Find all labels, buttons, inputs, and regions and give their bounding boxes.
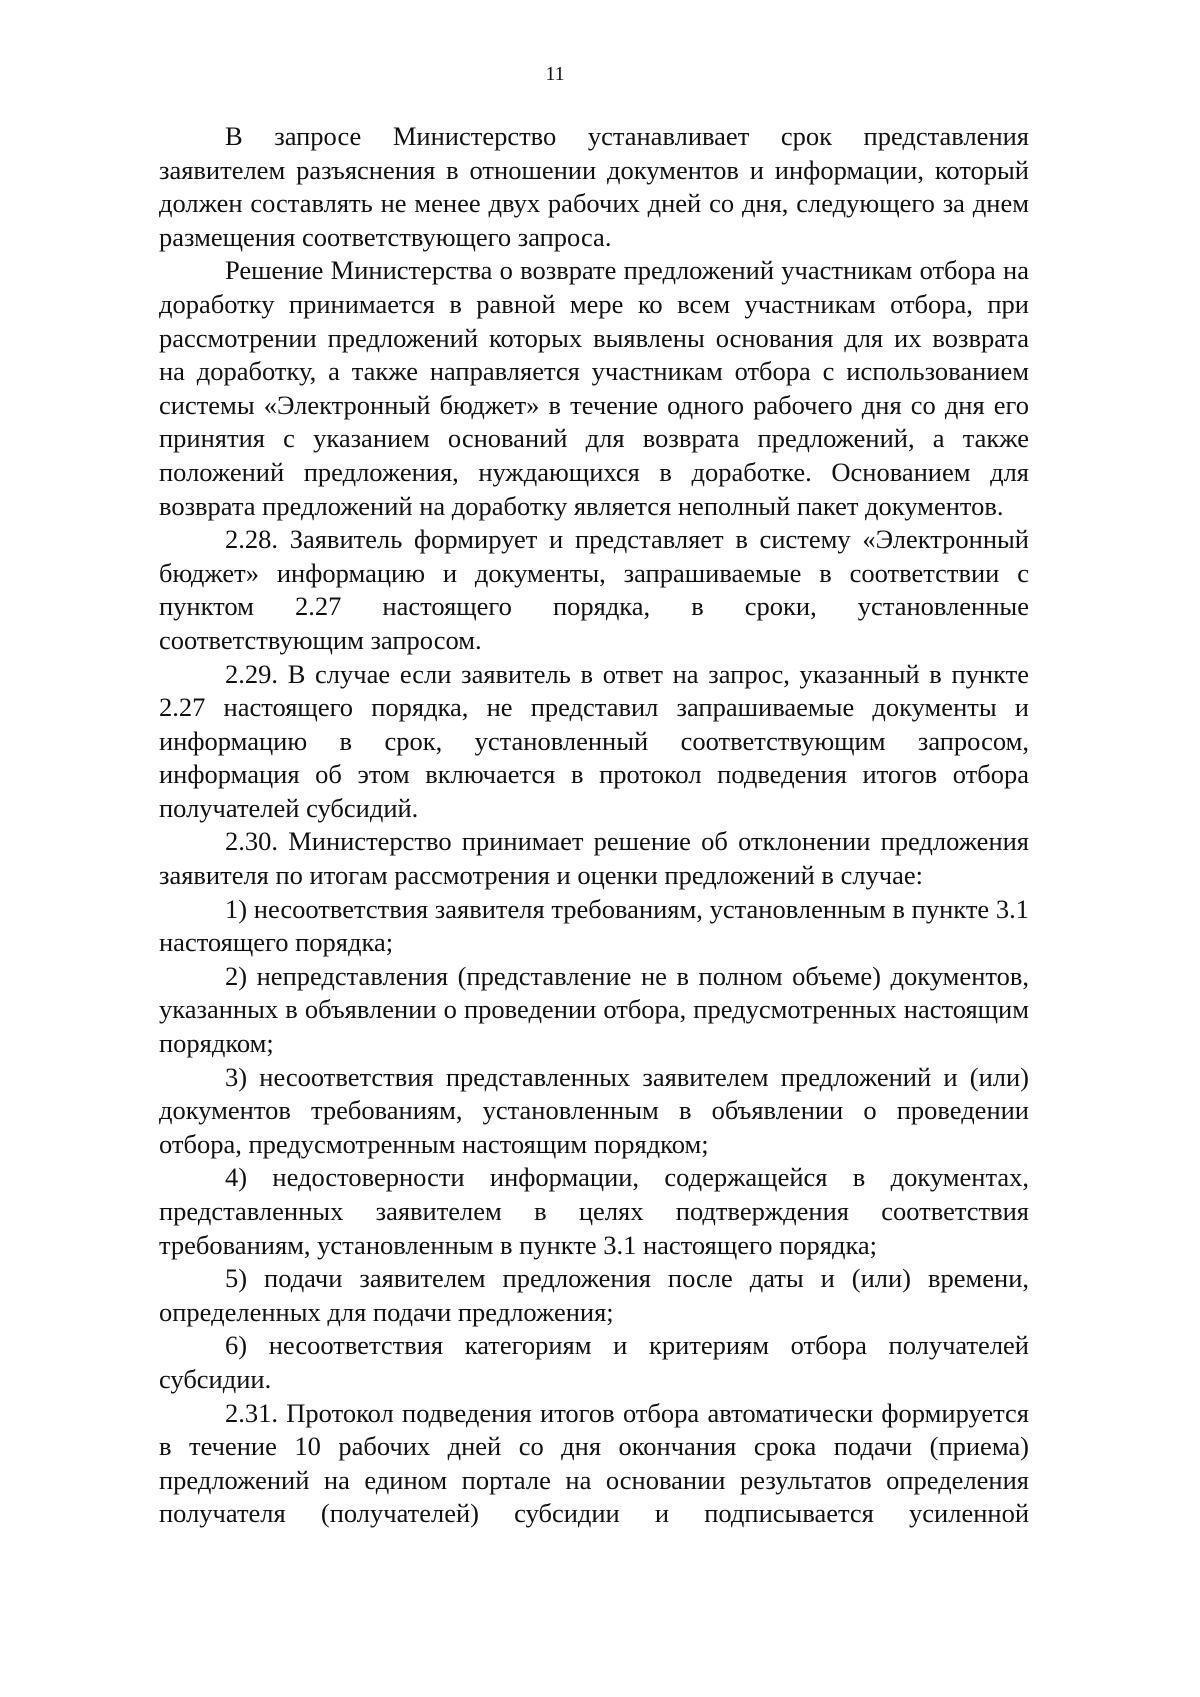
list-item-5: 5) подачи заявителем предложения после даты и (или) времени, определенных для подачи предложения; xyxy=(159,1263,1029,1327)
paragraph-request-deadline: В запросе Министерство устанавливает срок представления заявителем разъяснения в отношении документов и информации, который должен составлять не менее двух рабочих дней со дня, следующего за днем размещения соответствующего запроса. xyxy=(159,121,1029,252)
paragraph-2-28: 2.28. Заявитель формирует и представляет в систему «Электронный бюджет» информацию и документы, запрашиваемые в соответствии с пунктом 2.27 настоящего порядка, в сроки, установленные соответствующим запросом. xyxy=(159,524,1029,655)
paragraph-2-29: 2.29. В случае если заявитель в ответ на запрос, указанный в пункте 2.27 настоящего порядка, не представил запрашиваемые документы и информацию в срок, установленный соответствующим запросом, информация об этом включается в протокол подведения итогов отбора получателей субсидий. xyxy=(159,658,1029,823)
page-number: 11 xyxy=(545,63,565,85)
document-body xyxy=(159,120,1029,1531)
paragraph-return-decision: Решение Министерства о возврате предложений участникам отбора на доработку принимается в равной мере ко всем участникам отбора, при рассмотрении предложений которых выявлены основания для их возврата на доработку, а также направляется участникам отбора с использованием системы «Электронный бюджет» в течение одного рабочего дня со дня его принятия с указанием оснований для возврата предложений, а также положений предложения, нуждающихся в доработке. Основанием для возврата предложений на доработку является неполный пакет документов. xyxy=(159,255,1029,521)
list-item-2: 2) непредставления (представление не в полном объеме) документов, указанных в объявлении о проведении отбора, предусмотренных настоящим порядком; xyxy=(159,960,1029,1059)
paragraph-2-30: 2.30. Министерство принимает решение об отклонении предложения заявителя по итогам рассмотрения и оценки предложений в случае: xyxy=(159,826,1029,891)
paragraph-2-31: 2.31. Протокол подведения итогов отбора автоматически формируется в течение 10 рабочих дней со дня окончания срока подачи (приема) предложений на едином портале на основании результатов определения получателя (получателей) субсидии и подписывается усиленной xyxy=(159,1397,1029,1529)
list-item-1: 1) несоответствия заявителя требованиям, установленным в пункте 3.1 настоящего порядка; xyxy=(159,893,1029,958)
list-item-4: 4) недостоверности информации, содержащейся в документах, представленных заявителем в целях подтверждения соответствия требованиям, установленным в пункте 3.1 настоящего порядка; xyxy=(159,1162,1029,1260)
list-item-3: 3) несоответствия представленных заявителем предложений и (или) документов требованиям, установленным в объявлении о проведении отбора, предусмотренным настоящим порядком; xyxy=(159,1061,1029,1159)
list-item-6: 6) несоответствия категориям и критериям отбора получателей субсидии. xyxy=(159,1330,1029,1394)
